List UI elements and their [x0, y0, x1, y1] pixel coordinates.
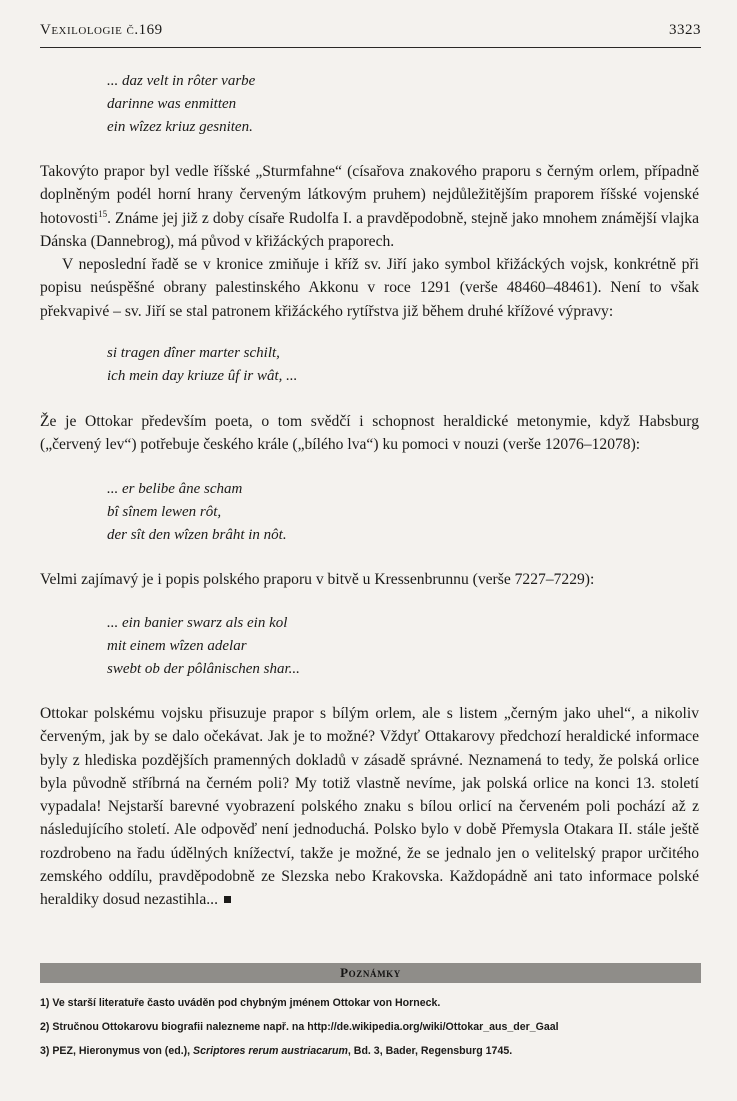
- header-rule: [40, 47, 701, 48]
- verse-line: swebt ob der pôlânischen shar...: [107, 661, 300, 677]
- verse-line: mit einem wîzen adelar: [107, 638, 247, 654]
- notes-title: Poznámky: [340, 965, 401, 980]
- paragraph-5: [40, 702, 699, 912]
- paragraph-3: [40, 410, 699, 457]
- running-header: [40, 22, 701, 39]
- verse-quote-3: [107, 478, 287, 547]
- paragraph-4: [40, 568, 699, 591]
- verse-quote-4: [107, 612, 300, 681]
- verse-quote-2: [107, 342, 297, 388]
- footnote-ref: 15: [98, 208, 108, 219]
- footnote-text: 3) PEZ, Hieronymus von (ed.),: [40, 1044, 194, 1057]
- paragraph-text: Takovýto prapor byl vedle říšské „Sturmfahne“ (císařova znakového praporu s černým orlem, případně doplněným podél horní hrany červeným látkovým pruhem) nejdůležitějším praporem říšské vojenské hotovosti: [40, 163, 699, 227]
- footnote: 1) Ve starší literatuře často uváděn pod chybným jménem Ottokar von Horneck.: [40, 997, 441, 1009]
- paragraph-text: Velmi zajímavý je i popis polského praporu v bitvě u Kressenbrunnu (verše 7227–7229):: [40, 571, 595, 588]
- verse-line: ich mein day kriuze ûf ir wât, ...: [107, 368, 298, 384]
- footnote: 2) Stručnou Ottokarovu biografii nalezneme např. na http://de.wikipedia.org/wiki/Ottokar_aus_der_Gaal: [40, 1020, 559, 1033]
- verse-line: der sît den wîzen brâht in nôt.: [107, 527, 287, 543]
- footnote: [40, 1040, 701, 1064]
- verse-line: ... er belibe âne scham: [107, 481, 243, 497]
- journal-title: Vexilologie č.169: [40, 22, 163, 38]
- footnote-title: Scriptores rerum austriacarum: [193, 1044, 348, 1057]
- notes-heading: [40, 963, 701, 983]
- end-of-article-mark: [224, 896, 231, 903]
- paragraph-text: . Známe jej již z doby císaře Rudolfa I. a pravděpodobně, stejně jako mnohem známější vlajka Dánska (Dannebrog), má původ v křižáckých praporech.: [40, 209, 699, 250]
- paragraph-text: Že je Ottokar především poeta, o tom svědčí i schopnost heraldické metonymie, když Habsburg („červený lev“) potřebuje českého krále („bílého lva“) ku pomoci v nouzi (verše 12076–12078):: [40, 413, 699, 454]
- paragraph-1-2: [40, 160, 699, 323]
- verse-line: ... daz velt in rôter varbe: [107, 73, 256, 89]
- paragraph-text: V neposlední řadě se v kronice zmiňuje i kříž sv. Jiří jako symbol křižáckých vojsk, konkrétně při popisu neúspěšné obrany palestinského Akkonu v roce 1291 (verše 48460–48461). Není to však překvapivé – sv. Jiří se stal patronem křižáckého rytířstva již během druhé křížové výpravy:: [40, 256, 699, 320]
- verse-quote-1: [107, 70, 255, 139]
- verse-line: ein wîzez kriuz gesniten.: [107, 119, 253, 135]
- verse-line: si tragen dîner marter schilt,: [107, 345, 280, 361]
- footnote-text: , Bd. 3, Bader, Regensburg 1745.: [347, 1044, 513, 1057]
- footnotes: [40, 992, 701, 1063]
- verse-line: ... ein banier swarz als ein kol: [107, 615, 288, 631]
- verse-line: bî sînem lewen rôt,: [107, 504, 222, 520]
- paragraph-text: Ottokar polskému vojsku přisuzuje prapor s bílým orlem, ale s listem „černým jako uhel“, a nikoliv červeným, jak by se dalo očekávat. Jak je to možné? Vždyť Ottakarovy předchozí heraldické informace byly z hlediska pozdějších pramenných dokladů v zásadě správné. Neznamená to tedy, že polská orlice byla původně stříbrná na černém poli? My totiž vlastně nevíme, jak polská orlice na konci 13. století vypadala! Nejstarší barevné vyobrazení polského znaku s bílou orlicí na červeném poli pochází až z následujícího století. Ale odpověď není jednoduchá. Polsko bylo v době Přemysla Otakara II. stále ještě rozdrobeno na řadu údělných knížectví, takže je možné, že se jednalo jen o velitelský prapor určitého zemského oddílu, pravděpodobně ze Slezska nebo Krakovska. Každopádně ani tato informace polské heraldiky dosud nezastihla...: [40, 705, 699, 909]
- page-number: 3323: [669, 22, 701, 38]
- verse-line: darinne was enmitten: [107, 96, 237, 112]
